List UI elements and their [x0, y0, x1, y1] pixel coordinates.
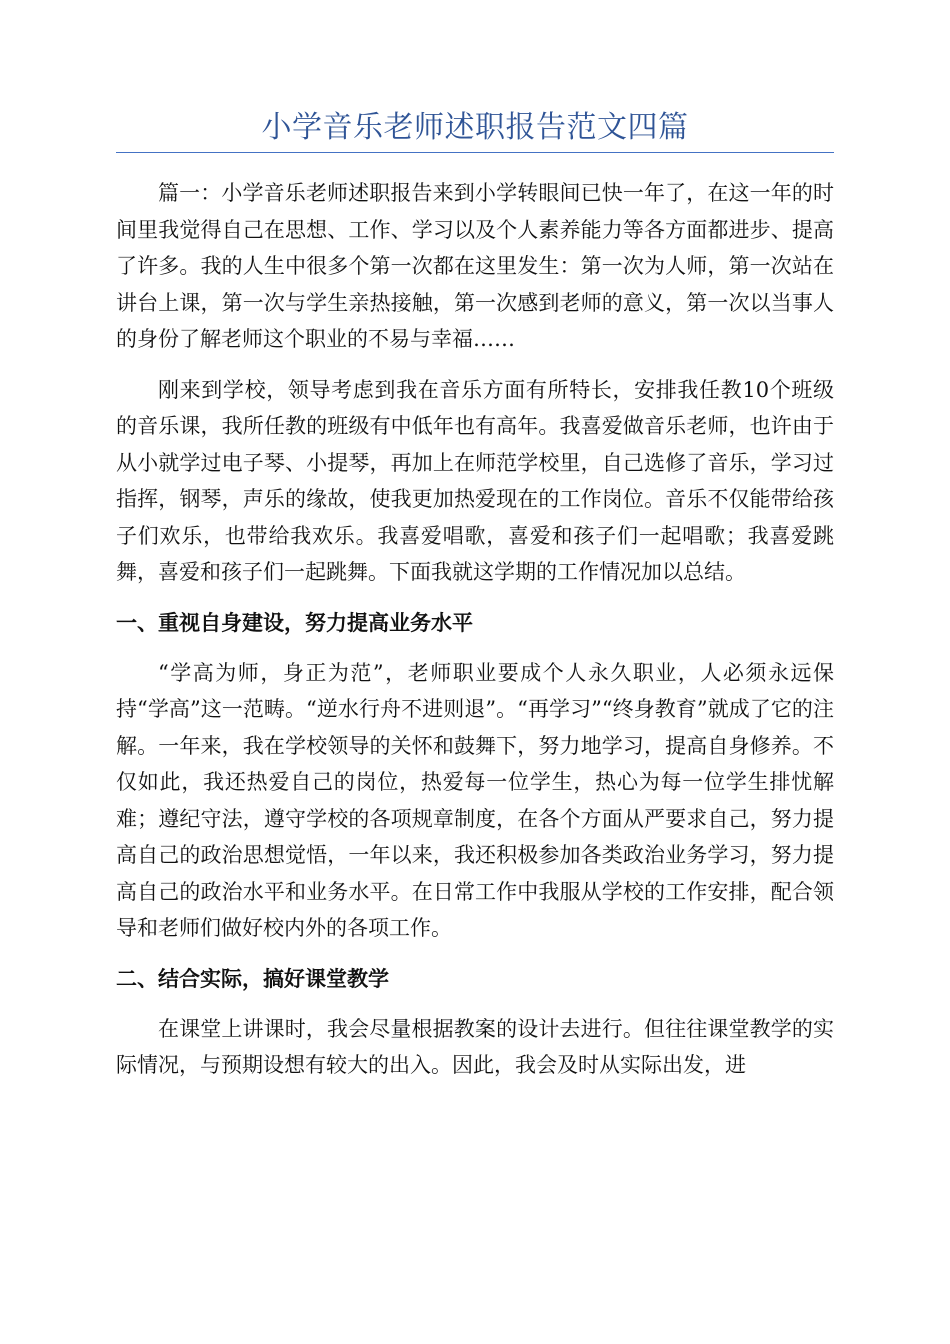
section-heading-2: 二、结合实际，搞好课堂教学 [116, 965, 389, 991]
document-title: 小学音乐老师述职报告范文四篇 [116, 108, 834, 153]
paragraph-intro: 篇一：小学音乐老师述职报告来到小学转眼间已快一年了，在这一年的时间里我觉得自己在思想、工作、学习以及个人素养能力等各方面都进步、提高了许多。我的人生中很多个第一次都在这里发生：第一次为人师，第一次站在讲台上课，第一次与学生亲热接触，第一次感到老师的意义，第一次以当事人的身份了解老师这个职业的不易与幸福…… [116, 181, 834, 351]
paragraph-background: 刚来到学校，领导考虑到我在音乐方面有所特长，安排我任教10个班级的音乐课，我所任教的班级有中低年也有高年。我喜爱做音乐老师，也许由于从小就学过电子琴、小提琴，再加上在师范学校里，自己选修了音乐，学习过指挥，钢琴，声乐的缘故，使我更加热爱现在的工作岗位。音乐不仅能带给孩子们欢乐，也带给我欢乐。我喜爱唱歌，喜爱和孩子们一起唱歌；我喜爱跳舞，喜爱和孩子们一起跳舞。下面我就这学期的工作情况加以总结。 [116, 377, 834, 584]
document-body [116, 108, 834, 1084]
paragraph-classroom-teaching: 在课堂上讲课时，我会尽量根据教案的设计去进行。但往往课堂教学的实际情况，与预期设想有较大的出入。因此，我会及时从实际出发，进 [116, 1016, 834, 1077]
section-heading-1: 一、重视自身建设，努力提高业务水平 [116, 609, 473, 635]
paragraph-self-development: “学高为师，身正为范”，老师职业要成个人永久职业，人必须永远保持“学高”这一范畴。“逆水行舟不进则退”。“再学习”“终身教育”就成了它的注解。一年来，我在学校领导的关怀和鼓舞下，努力地学习，提高自身修养。不仅如此，我还热爱自己的岗位，热爱每一位学生，热心为每一位学生排忧解难；遵纪守法，遵守学校的各项规章制度，在各个方面从严要求自己，努力提高自己的政治思想觉悟，一年以来，我还积极参加各类政治业务学习，努力提高自己的政治水平和业务水平。在日常工作中我服从学校的工作安排，配合领导和老师们做好校内外的各项工作。 [116, 660, 834, 940]
